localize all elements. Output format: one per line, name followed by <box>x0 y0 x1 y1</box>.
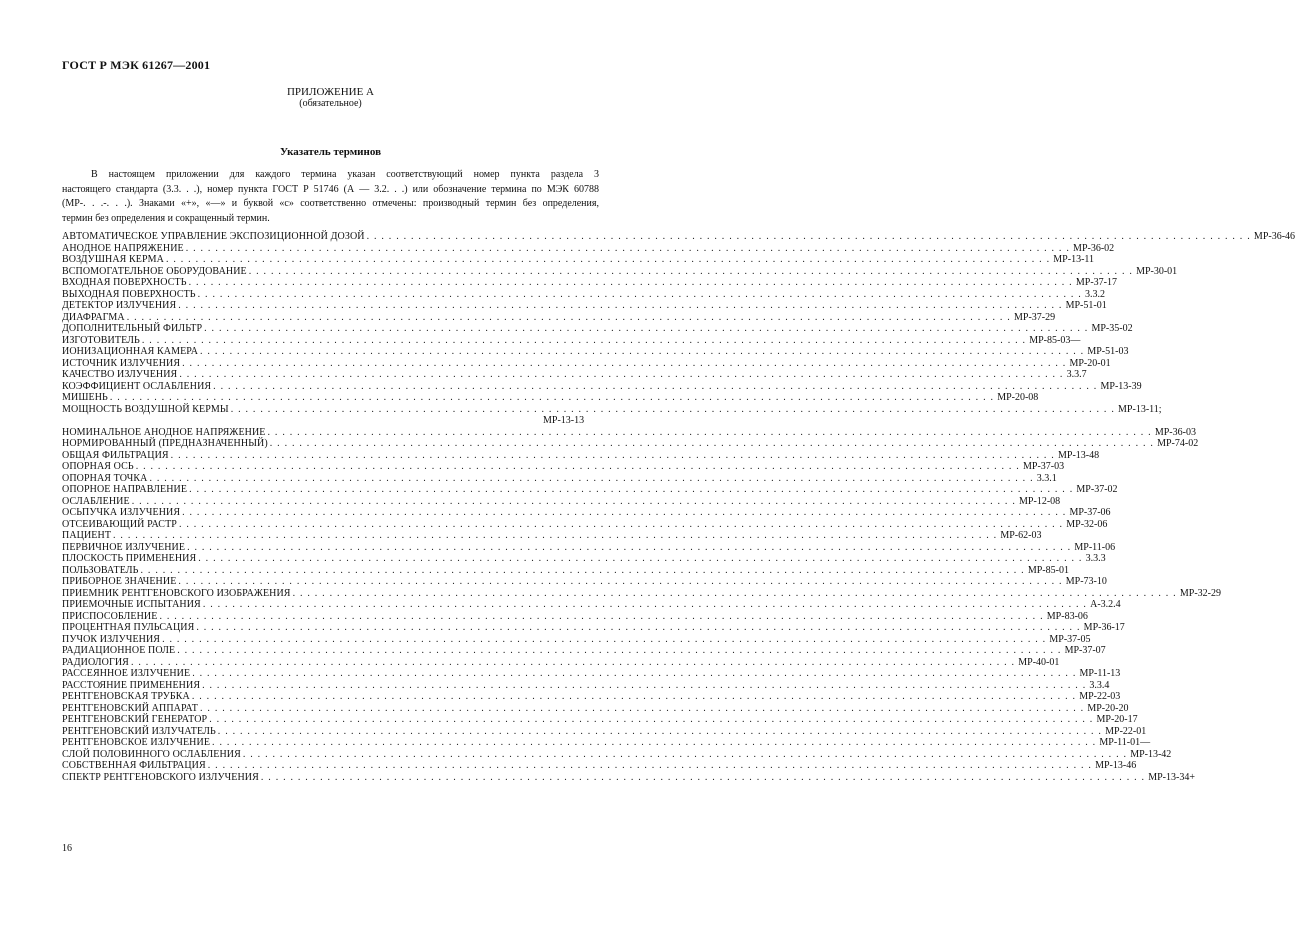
term-name: ПЛОСКОСТЬ ПРИМЕНЕНИЯ <box>62 553 197 564</box>
term-reference: МР-74-02 <box>1157 438 1199 449</box>
leader-dots: . . . . . . . . . . . . . . . . . . . . . . . . . . . . . . . . . . . . . . . . . . . . . . . . . . . . . . . . . . . . . . . . . . . . . . . . . . . . . . . . . . . . . . . . . . . . . . . . . . . . . . . . . . . . . . . . . . . . . . . . <box>198 553 1083 564</box>
term-reference: МР-32-29 <box>1179 587 1222 599</box>
term-row <box>62 564 1069 577</box>
term-name: РАДИАЦИОННОЕ ПОЛЕ <box>62 645 176 656</box>
term-row <box>62 231 1296 243</box>
leader-dots: . . . . . . . . . . . . . . . . . . . . . . . . . . . . . . . . . . . . . . . . . . . . . . . . . . . . . . . . . . . . . . . . . . . . . . . . . . . . . . . . . . . . . . . . . . . . . . . . . . . . . . . . . . . . . . . . . . . . . . . . <box>189 484 1074 495</box>
leader-dots: . . . . . . . . . . . . . . . . . . . . . . . . . . . . . . . . . . . . . . . . . . . . . . . . . . . . . . . . . . . . . . . . . . . . . . . . . . . . . . . . . . . . . . . . . . . . . . . . . . . . . . . . . . . . . . . . . . . . . . . . <box>204 323 1089 334</box>
leader-dots: . . . . . . . . . . . . . . . . . . . . . . . . . . . . . . . . . . . . . . . . . . . . . . . . . . . . . . . . . . . . . . . . . . . . . . . . . . . . . . . . . . . . . . . . . . . . . . . . . . . . . . . . . . . . . . . . . . . . . . . . <box>217 725 1103 737</box>
leader-dots: . . . . . . . . . . . . . . . . . . . . . . . . . . . . . . . . . . . . . . . . . . . . . . . . . . . . . . . . . . . . . . . . . . . . . . . . . . . . . . . . . . . . . . . . . . . . . . . . . . . . . . . . . . . . . . . . . . . . . . . . <box>188 277 1073 288</box>
leader-dots: . . . . . . . . . . . . . . . . . . . . . . . . . . . . . . . . . . . . . . . . . . . . . . . . . . . . . . . . . . . . . . . . . . . . . . . . . . . . . . . . . . . . . . . . . . . . . . . . . . . . . . . . . . . . . . . . . . . . . . . . <box>162 633 1047 645</box>
term-reference: 3.3.7 <box>1066 369 1087 380</box>
term-row <box>62 748 1172 761</box>
term-name: РЕНТГЕНОВСКОЕ ИЗЛУЧЕНИЕ <box>62 737 211 748</box>
term-name: ДЕТЕКТОР ИЗЛУЧЕНИЯ <box>62 300 177 311</box>
term-reference: МР-11-06 <box>1074 541 1116 553</box>
term-name: СПЕКТР РЕНТГЕНОВСКОГО ИЗЛУЧЕНИЯ <box>62 771 259 783</box>
term-name: АНОДНОЕ НАПРЯЖЕНИЕ <box>62 242 184 254</box>
term-name: ВЫХОДНАЯ ПОВЕРХНОСТЬ <box>62 288 196 300</box>
leader-dots: . . . . . . . . . . . . . . . . . . . . . . . . . . . . . . . . . . . . . . . . . . . . . . . . . . . . . . . . . . . . . . . . . . . . . . . . . . . . . . . . . . . . . . . . . . . . . . . . . . . . . . . . . . . . . . . . . . . . . . . . <box>267 426 1152 438</box>
term-reference: МР-37-29 <box>1014 311 1056 323</box>
term-reference: МР-37-05 <box>1049 633 1091 645</box>
leader-dots: . . . . . . . . . . . . . . . . . . . . . . . . . . . . . . . . . . . . . . . . . . . . . . . . . . . . . . . . . . . . . . . . . . . . . . . . . . . . . . . . . . . . . . . . . . . . . . . . . . . . . . . . . . . . . . . . . . . . . . . . <box>292 587 1177 599</box>
term-row <box>62 392 1039 404</box>
leader-dots: . . . . . . . . . . . . . . . . . . . . . . . . . . . . . . . . . . . . . . . . . . . . . . . . . . . . . . . . . . . . . . . . . . . . . . . . . . . . . . . . . . . . . . . . . . . . . . . . . . . . . . . . . . . . . . . . . . . . . . . . <box>200 702 1085 714</box>
term-row <box>62 449 1100 462</box>
term-name: ДОПОЛНИТЕЛЬНЫЙ ФИЛЬТР <box>62 323 203 334</box>
term-reference: 3.3.4 <box>1089 679 1110 691</box>
term-row <box>62 518 1108 531</box>
term-row <box>62 300 1107 312</box>
term-reference: МР-83-06 <box>1046 610 1088 622</box>
term-reference: МР-13-46 <box>1095 760 1137 771</box>
term-reference: МР-37-03 <box>1023 461 1065 472</box>
intro-line: настоящего стандарта (3.3. . .), номер пункта ГОСТ Р 51746 (А — 3.2. . .) или обозначение термина по МЭК 60788 <box>62 183 599 195</box>
leader-dots: . . . . . . . . . . . . . . . . . . . . . . . . . . . . . . . . . . . . . . . . . . . . . . . . . . . . . . . . . . . . . . . . . . . . . . . . . . . . . . . . . . . . . . . . . . . . . . . . . . . . . . . . . . . . . . . . . . . . . . . . <box>192 668 1077 679</box>
term-name: ПРИЕМНИК РЕНТГЕНОВСКОГО ИЗОБРАЖЕНИЯ <box>62 587 291 599</box>
term-reference: МР-36-03 <box>1154 426 1196 438</box>
term-name: ДИАФРАГМА <box>62 311 125 323</box>
intro-line: В настоящем приложении для каждого термина указан соответствующий номер пункта раздела 3 <box>91 169 599 180</box>
term-reference: МР-36-02 <box>1073 242 1115 254</box>
leader-dots: . . . . . . . . . . . . . . . . . . . . . . . . . . . . . . . . . . . . . . . . . . . . . . . . . . . . . . . . . . . . . . . . . . . . . . . . . . . . . . . . . . . . . . . . . . . . . . . . . . . . . . . . . . . . . . . . . . . . . . . . <box>196 622 1081 633</box>
term-reference: МР-35-02 <box>1091 323 1133 334</box>
term-reference: 3.3.2 <box>1084 288 1105 300</box>
leader-dots: . . . . . . . . . . . . . . . . . . . . . . . . . . . . . . . . . . . . . . . . . . . . . . . . . . . . . . . . . . . . . . . . . . . . . . . . . . . . . . . . . . . . . . . . . . . . . . . . . . . . . . . . . . . . . . . . . . . . . . . . <box>179 369 1064 380</box>
term-reference: МР-13-11; <box>1118 403 1162 415</box>
leader-dots: . . . . . . . . . . . . . . . . . . . . . . . . . . . . . . . . . . . . . . . . . . . . . . . . . . . . . . . . . . . . . . . . . . . . . . . . . . . . . . . . . . . . . . . . . . . . . . . . . . . . . . . . . . . . . . . . . . . . . . . . <box>269 438 1155 449</box>
intro-paragraph <box>62 168 599 226</box>
term-reference: 3.3.1 <box>1036 472 1057 484</box>
term-row <box>62 323 1133 335</box>
term-row <box>62 610 1088 623</box>
leader-dots: . . . . . . . . . . . . . . . . . . . . . . . . . . . . . . . . . . . . . . . . . . . . . . . . . . . . . . . . . . . . . . . . . . . . . . . . . . . . . . . . . . . . . . . . . . . . . . . . . . . . . . . . . . . . . . . . . . . . . . . . <box>200 346 1085 357</box>
term-name: РАССТОЯНИЕ ПРИМЕНЕНИЯ <box>62 679 201 691</box>
leader-dots: . . . . . . . . . . . . . . . . . . . . . . . . . . . . . . . . . . . . . . . . . . . . . . . . . . . . . . . . . . . . . . . . . . . . . . . . . . . . . . . . . . . . . . . . . . . . . . . . . . . . . . . . . . . . . . . . . . . . . . . . <box>159 610 1044 622</box>
term-row <box>62 691 1121 703</box>
term-name: ОПОРНОЕ НАПРАВЛЕНИЕ <box>62 484 188 495</box>
term-name: РЕНТГЕНОВСКАЯ ТРУБКА <box>62 691 190 702</box>
term-name: СЛОЙ ПОЛОВИННОГО ОСЛАБЛЕНИЯ <box>62 748 241 760</box>
term-reference: МР-85-01 <box>1027 564 1069 576</box>
term-row <box>62 265 1178 278</box>
term-row <box>62 495 1061 508</box>
term-reference: МР-22-03 <box>1079 691 1121 702</box>
term-row <box>62 622 1125 634</box>
leader-dots: . . . . . . . . . . . . . . . . . . . . . . . . . . . . . . . . . . . . . . . . . . . . . . . . . . . . . . . . . . . . . . . . . . . . . . . . . . . . . . . . . . . . . . . . . . . . . . . . . . . . . . . . . . . . . . . . . . . . . . . . <box>248 265 1134 277</box>
terms-index-list <box>62 231 1296 783</box>
leader-dots: . . . . . . . . . . . . . . . . . . . . . . . . . . . . . . . . . . . . . . . . . . . . . . . . . . . . . . . . . . . . . . . . . . . . . . . . . . . . . . . . . . . . . . . . . . . . . . . . . . . . . . . . . . . . . . . . . . . . . . . . <box>185 242 1071 254</box>
term-name: РЕНТГЕНОВСКИЙ ГЕНЕРАТОР <box>62 714 208 725</box>
term-reference: МР-62-03 <box>1000 530 1042 541</box>
leader-dots: . . . . . . . . . . . . . . . . . . . . . . . . . . . . . . . . . . . . . . . . . . . . . . . . . . . . . . . . . . . . . . . . . . . . . . . . . . . . . . . . . . . . . . . . . . . . . . . . . . . . . . . . . . . . . . . . . . . . . . . . <box>170 449 1055 461</box>
leader-dots: . . . . . . . . . . . . . . . . . . . . . . . . . . . . . . . . . . . . . . . . . . . . . . . . . . . . . . . . . . . . . . . . . . . . . . . . . . . . . . . . . . . . . . . . . . . . . . . . . . . . . . . . . . . . . . . . . . . . . . . . <box>212 737 1097 748</box>
term-reference: А-3.2.4 <box>1090 599 1121 610</box>
term-row <box>62 656 1060 669</box>
term-name: ИЗГОТОВИТЕЛЬ <box>62 334 140 346</box>
leader-dots: . . . . . . . . . . . . . . . . . . . . . . . . . . . . . . . . . . . . . . . . . . . . . . . . . . . . . . . . . . . . . . . . . . . . . . . . . . . . . . . . . . . . . . . . . . . . . . . . . . . . . . . . . . . . . . . . . . . . . . . . <box>178 576 1063 587</box>
term-reference: МР-20-20 <box>1087 702 1129 714</box>
term-name: ОСЛАБЛЕНИЕ <box>62 495 130 507</box>
term-name: ПРОЦЕНТНАЯ ПУЛЬСАЦИЯ <box>62 622 195 633</box>
term-reference: МР-20-01 <box>1069 357 1111 369</box>
leader-dots: . . . . . . . . . . . . . . . . . . . . . . . . . . . . . . . . . . . . . . . . . . . . . . . . . . . . . . . . . . . . . . . . . . . . . . . . . . . . . . . . . . . . . . . . . . . . . . . . . . . . . . . . . . . . . . . . . . . . . . . . <box>187 541 1072 553</box>
term-row <box>62 725 1147 738</box>
term-reference: МР-13-11 <box>1053 254 1095 265</box>
term-name: РАДИОЛОГИЯ <box>62 656 129 668</box>
term-row <box>62 587 1222 600</box>
term-name: ВСПОМОГАТЕЛЬНОЕ ОБОРУДОВАНИЕ <box>62 265 247 277</box>
term-reference: МР-85-03— <box>1029 334 1081 346</box>
term-reference: МР-51-03 <box>1087 346 1129 357</box>
term-row <box>62 760 1137 772</box>
leader-dots: . . . . . . . . . . . . . . . . . . . . . . . . . . . . . . . . . . . . . . . . . . . . . . . . . . . . . . . . . . . . . . . . . . . . . . . . . . . . . . . . . . . . . . . . . . . . . . . . . . . . . . . . . . . . . . . . . . . . . . . . <box>197 288 1082 300</box>
term-row <box>62 679 1110 692</box>
term-reference: МР-36-17 <box>1083 622 1125 633</box>
term-row <box>62 403 1162 416</box>
term-row <box>62 288 1105 301</box>
term-row <box>62 530 1042 542</box>
term-name: КОЭФФИЦИЕНТ ОСЛАБЛЕНИЯ <box>62 380 212 392</box>
term-name: ОСЬПУЧКА ИЗЛУЧЕНИЯ <box>62 507 181 518</box>
term-row <box>62 576 1107 588</box>
term-reference: МР-37-06 <box>1069 507 1111 518</box>
leader-dots: . . . . . . . . . . . . . . . . . . . . . . . . . . . . . . . . . . . . . . . . . . . . . . . . . . . . . . . . . . . . . . . . . . . . . . . . . . . . . . . . . . . . . . . . . . . . . . . . . . . . . . . . . . . . . . . . . . . . . . . . <box>191 691 1077 702</box>
term-name: СОБСТВЕННАЯ ФИЛЬТРАЦИЯ <box>62 760 206 771</box>
leader-dots: . . . . . . . . . . . . . . . . . . . . . . . . . . . . . . . . . . . . . . . . . . . . . . . . . . . . . . . . . . . . . . . . . . . . . . . . . . . . . . . . . . . . . . . . . . . . . . . . . . . . . . . . . . . . . . . . . . . . . . . . <box>207 760 1093 771</box>
term-row <box>62 484 1118 496</box>
term-row <box>62 771 1195 784</box>
leader-dots: . . . . . . . . . . . . . . . . . . . . . . . . . . . . . . . . . . . . . . . . . . . . . . . . . . . . . . . . . . . . . . . . . . . . . . . . . . . . . . . . . . . . . . . . . . . . . . . . . . . . . . . . . . . . . . . . . . . . . . . . <box>202 599 1088 610</box>
term-row <box>62 334 1081 347</box>
term-reference: МР-37-07 <box>1064 645 1106 656</box>
section-title: Указатель терминов <box>279 146 382 158</box>
term-reference: МР-73-10 <box>1065 576 1107 587</box>
term-name: ИСТОЧНИК ИЗЛУЧЕНИЯ <box>62 357 181 369</box>
term-row <box>62 426 1196 439</box>
term-name: ВОЗДУШНАЯ КЕРМА <box>62 254 164 265</box>
term-reference: МР-40-01 <box>1018 656 1060 668</box>
term-reference: МР-20-08 <box>997 392 1039 403</box>
term-name: ВХОДНАЯ ПОВЕРХНОСТЬ <box>62 277 187 288</box>
term-reference: МР-13-13 <box>543 415 585 426</box>
term-reference: МР-36-46 <box>1253 231 1296 242</box>
term-row <box>62 633 1091 646</box>
leader-dots: . . . . . . . . . . . . . . . . . . . . . . . . . . . . . . . . . . . . . . . . . . . . . . . . . . . . . . . . . . . . . . . . . . . . . . . . . . . . . . . . . . . . . . . . . . . . . . . . . . . . . . . . . . . . . . . . . . . . . . . . <box>131 495 1017 507</box>
term-row <box>62 415 597 427</box>
leader-dots: . . . . . . . . . . . . . . . . . . . . . . . . . . . . . . . . . . . . . . . . . . . . . . . . . . . . . . . . . . . . . . . . . . . . . . . . . . . . . . . . . . . . . . . . . . . . . . . . . . . . . . . . . . . . . . . . . . . . . . . . <box>140 564 1025 576</box>
term-reference: МР-13-42 <box>1130 748 1172 760</box>
term-row <box>62 254 1095 266</box>
term-name: ПАЦИЕНТ <box>62 530 112 541</box>
term-row <box>62 346 1129 358</box>
term-name: НОМИНАЛЬНОЕ АНОДНОЕ НАПРЯЖЕНИЕ <box>62 426 266 438</box>
term-reference: 3.3.3 <box>1085 553 1106 564</box>
term-row <box>62 369 1087 381</box>
term-reference: МР-13-34+ <box>1148 771 1195 783</box>
term-name: МОЩНОСТЬ ВОЗДУШНОЙ КЕРМЫ <box>62 403 229 415</box>
leader-dots: . . . . . . . . . . . . . . . . . . . . . . . . . . . . . . . . . . . . . . . . . . . . . . . . . . . . . . . . . . . . . . . . . . . . . . . . . . . . . . . . . . . . . . . . . . . . . . . . . . . . . . . . . . . . . . . . . . . . . . . . <box>165 254 1051 265</box>
term-name: ПЕРВИЧНОЕ ИЗЛУЧЕНИЕ <box>62 541 186 553</box>
term-row <box>62 599 1121 611</box>
leader-dots: . . . . . . . . . . . . . . . . . . . . . . . . . . . . . . . . . . . . . . . . . . . . . . . . . . . . . . . . . . . . . . . . . . . . . . . . . . . . . . . . . . . . . . . . . . . . . . . . . . . . . . . . . . . . . . . . . . . . . . . . <box>242 748 1128 760</box>
leader-dots: . . . . . . . . . . . . . . . . . . . . . . . . . . . . . . . . . . . . . . . . . . . . . . . . . . . . . . . . . . . . . . . . . . . . . . . . . . . . . . . . . . . . . . . . . . . . . . . . . . . . . . . . . . . . . . . . . . . . . . . . <box>230 403 1116 415</box>
leader-dots: . . . . . . . . . . . . . . . . . . . . . . . . . . . . . . . . . . . . . . . . . . . . . . . . . . . . . . . . . . . . . . . . . . . . . . . . . . . . . . . . . . . . . . . . . . . . . . . . . . . . . . . . . . . . . . . . . . . . . . . . <box>177 645 1062 656</box>
term-row <box>62 702 1129 715</box>
leader-dots: . . . . . . . . . . . . . . . . . . . . . . . . . . . . . . . . . . . . . . . . . . . . . . . . . . . . . . . . . . . . . . . . . . . . . . . . . . . . . . . . . . . . . . . . . . . . . . . . . . . . . . . . . . . . . . . . . . . . . . . . <box>149 472 1034 484</box>
appendix-title: ПРИЛОЖЕНИЕ А <box>286 86 374 98</box>
term-name: ОТСЕИВАЮЩИЙ РАСТР <box>62 518 177 530</box>
term-name: ПРИСПОСОБЛЕНИЕ <box>62 610 158 622</box>
leader-dots: . . . . . . . . . . . . . . . . . . . . . . . . . . . . . . . . . . . . . . . . . . . . . . . . . . . . . . . . . . . . . . . . . . . . . . . . . . . . . . . . . . . . . . . . . . . . . . . . . . . . . . . . . . . . . . . . . . . . . . . . <box>182 357 1067 369</box>
term-reference: МР-11-13 <box>1079 668 1121 679</box>
term-name: РАССЕЯННОЕ ИЗЛУЧЕНИЕ <box>62 668 191 679</box>
leader-dots: . . . . . . . . . . . . . . . . . . . . . . . . . . . . . . . . . . . . . . . . . . . . . . . . . . . . . . . . . . . . . . . . . . . . . . . . . . . . . . . . . . . . . . . . . . . . . . . . . . . . . . . . . . . . . . . . . . . . . . . . <box>209 714 1094 725</box>
leader-dots: . . . . . . . . . . . . . . . . . . . . . . . . . . . . . . . . . . . . . . . . . . . . . . . . . . . . . . . . . . . . . . . . . . . . . . . . . . . . . . . . . . . . . . . . . . . . . . . . . . . . . . . . . . . . . . . . . . . . . . . . <box>130 656 1016 668</box>
term-row <box>62 714 1138 726</box>
term-name: ПОЛЬЗОВАТЕЛЬ <box>62 564 139 576</box>
leader-dots: . . . . . . . . . . . . . . . . . . . . . . . . . . . . . . . . . . . . . . . . . . . . . . . . . . . . . . . . . . . . . . . . . . . . . . . . . . . . . . . . . . . . . . . . . . . . . . . . . . . . . . . . . . . . . . . . . . . . . . . . <box>178 518 1064 530</box>
term-reference: МР-32-06 <box>1066 518 1108 530</box>
leader-dots: . . . . . . . . . . . . . . . . . . . . . . . . . . . . . . . . . . . . . . . . . . . . . . . . . . . . . . . . . . . . . . . . . . . . . . . . . . . . . . . . . . . . . . . . . . . . . . . . . . . . . . . . . . . . . . . . . . . . . . . . <box>366 231 1251 242</box>
term-row <box>62 277 1118 289</box>
leader-dots: . . . . . . . . . . . . . . . . . . . . . . . . . . . . . . . . . . . . . . . . . . . . . . . . . . . . . . . . . . . . . . . . . . . . . . . . . . . . . . . . . . . . . . . . . . . . . . . . . . . . . . . . . . . . . . . . . . . . . . . . <box>113 530 998 541</box>
term-name: НОРМИРОВАННЫЙ (ПРЕДНАЗНАЧЕННЫЙ) <box>62 438 268 449</box>
term-row <box>62 357 1111 370</box>
term-name: ОПОРНАЯ ОСЬ <box>62 461 134 472</box>
term-row <box>62 461 1065 473</box>
term-name: ПРИБОРНОЕ ЗНАЧЕНИЕ <box>62 576 177 587</box>
leader-dots: . . . . . . . . . . . . . . . . . . . . . . . . . . . . . . . . . . . . . . . . . . . . . . . . . . . . . . . . . . . . . . . . . . . . . . . . . . . . . . . . . . . . . . . . . . . . . . . . . . . . . . . . . . . . . . . . . . . . . . . . <box>135 461 1021 472</box>
term-name: РЕНТГЕНОВСКИЙ АППАРАТ <box>62 702 199 714</box>
leader-dots: . . . . . . . . . . . . . . . . . . . . . . . . . . . . . . . . . . . . . . . . . . . . . . . . . . . . . . . . . . . . . . . . . . . . . . . . . . . . . . . . . . . . . . . . . . . . . . . . . . . . . . . . . . . . . . . . . . . . . . . . <box>126 311 1012 323</box>
term-name: КАЧЕСТВО ИЗЛУЧЕНИЯ <box>62 369 178 380</box>
term-reference: МР-12-08 <box>1019 495 1061 507</box>
term-row <box>62 645 1106 657</box>
term-name: ОПОРНАЯ ТОЧКА <box>62 472 148 484</box>
leader-dots: . . . . . . . . . . . . . . . . . . . . . . . . . . . . . . . . . . . . . . . . . . . . . . . . . . . . . . . . . . . . . . . . . . . . . . . . . . . . . . . . . . . . . . . . . . . . . . . . . . . . . . . . . . . . . . . . . . . . . . . . <box>202 679 1087 691</box>
leader-dots: . . . . . . . . . . . . . . . . . . . . . . . . . . . . . . . . . . . . . . . . . . . . . . . . . . . . . . . . . . . . . . . . . . . . . . . . . . . . . . . . . . . . . . . . . . . . . . . . . . . . . . . . . . . . . . . . . . . . . . . . <box>178 300 1063 311</box>
term-name: ИОНИЗАЦИОННАЯ КАМЕРА <box>62 346 199 357</box>
term-name: АВТОМАТИЧЕСКОЕ УПРАВЛЕНИЕ ЭКСПОЗИЦИОННОЙ ДОЗОЙ <box>62 231 365 242</box>
term-name: ОБЩАЯ ФИЛЬТРАЦИЯ <box>62 449 169 461</box>
appendix-heading <box>0 86 661 110</box>
appendix-subtitle: (обязательное) <box>299 98 362 109</box>
leader-dots: . . . . . . . . . . . . . . . . . . . . . . . . . . . . . . . . . . . . . . . . . . . . . . . . . . . . . . . . . . . . . . . . . . . . . . . . . . . . . . . . . . . . . . . . . . . . . . . . . . . . . . . . . . . . . . . . . . . . . . . . <box>213 380 1098 392</box>
term-row <box>62 438 1199 450</box>
term-reference: МР-13-39 <box>1100 380 1142 392</box>
term-name: ПРИЕМОЧНЫЕ ИСПЫТАНИЯ <box>62 599 201 610</box>
term-reference: МР-22-01 <box>1105 725 1147 737</box>
term-row <box>62 380 1142 393</box>
term-row <box>62 242 1115 255</box>
term-row <box>62 541 1116 554</box>
term-reference: МР-13-48 <box>1057 449 1100 461</box>
term-row <box>62 553 1106 565</box>
leader-dots: . . . . . . . . . . . . . . . . . . . . . . . . . . . . . . . . . . . . . . . . . . . . . . . . . . . . . . . . . . . . . . . . . . . . . . . . . . . . . . . . . . . . . . . . . . . . . . . . . . . . . . . . . . . . . . . . . . . . . . . . <box>182 507 1067 518</box>
leader-dots: . . . . . . . . . . . . . . . . . . . . . . . . . . . . . . . . . . . . . . . . . . . . . . . . . . . . . . . . . . . . . . . . . . . . . . . . . . . . . . . . . . . . . . . . . . . . . . . . . . . . . . . . . . . . . . . . . . . . . . . . <box>141 334 1027 346</box>
term-row <box>62 737 1151 749</box>
term-row <box>62 507 1111 519</box>
term-row <box>62 472 1057 485</box>
term-name: ПУЧОК ИЗЛУЧЕНИЯ <box>62 633 161 645</box>
term-name: МИШЕНЬ <box>62 392 108 403</box>
term-reference: МР-30-01 <box>1136 265 1178 277</box>
term-row <box>62 311 1056 324</box>
term-reference: МР-37-17 <box>1075 277 1118 288</box>
intro-line: термин без определения и сокращенный термин. <box>62 212 270 224</box>
term-reference: МР-51-01 <box>1065 300 1107 311</box>
document-header: ГОСТ Р МЭК 61267—2001 <box>62 58 211 72</box>
term-name: РЕНТГЕНОВСКИЙ ИЗЛУЧАТЕЛЬ <box>62 725 216 737</box>
term-reference: МР-20-17 <box>1096 714 1138 725</box>
term-reference: МР-11-01— <box>1099 737 1151 748</box>
term-row <box>62 668 1121 680</box>
leader-dots: . . . . . . . . . . . . . . . . . . . . . . . . . . . . . . . . . . . . . . . . . . . . . . . . . . . . . . . . . . . . . . . . . . . . . . . . . . . . . . . . . . . . . . . . . . . . . . . . . . . . . . . . . . . . . . . . . . . . . . . . <box>109 392 995 403</box>
leader-dots: . . . . . . . . . . . . . . . . . . . . . . . . . . . . . . . . . . . . . . . . . . . . . . . . . . . . . . . . . . . . . . . . . . . . . . . . . . . . . . . . . . . . . . . . . . . . . . . . . . . . . . . . . . . . . . . . . . . . . . . . <box>260 771 1146 783</box>
intro-line: (МР-. . .-. . .). Знаками «+», «—» и буквой «с» соответственно отмечены: производный термин без определения, <box>62 198 599 210</box>
page-number: 16 <box>62 843 72 854</box>
term-reference: МР-37-02 <box>1076 484 1118 495</box>
